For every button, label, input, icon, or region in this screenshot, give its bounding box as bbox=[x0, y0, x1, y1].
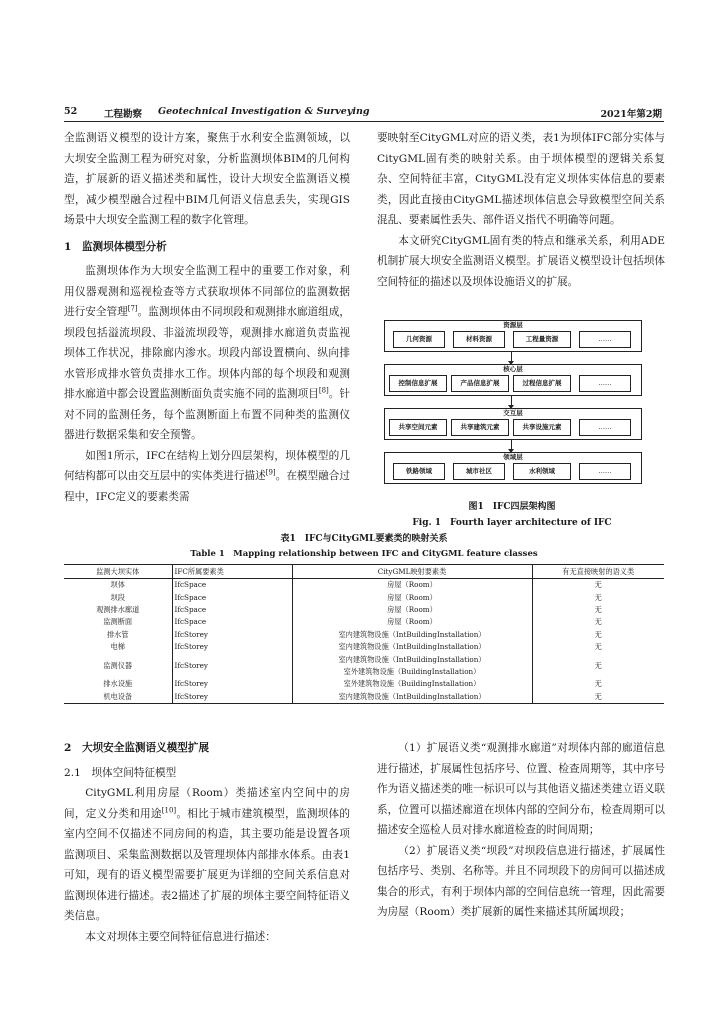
figure-caption-cn: 图1 IFC四层架构图 bbox=[468, 502, 556, 512]
table-row bbox=[64, 604, 664, 616]
layer-title: 交互层 bbox=[503, 409, 523, 417]
dam-section-paragraph: （2）扩展语义类“坝段”对坝段信息进行描述，扩展属性包括序号、类别、名称等。并且不同坝段下的房间可以描述成集合的形式，有利于坝体内部的空间信息统一管理，因此需要为房屋（Room）类扩展新的属性来描述其所属坝段； bbox=[377, 844, 665, 918]
layer-core bbox=[384, 364, 642, 396]
table-row bbox=[64, 629, 664, 641]
layer-box: …… bbox=[579, 331, 631, 348]
layer-interaction bbox=[384, 408, 642, 440]
table-cell: 房屋（Room） bbox=[292, 604, 532, 616]
table-cell: IfcStorey bbox=[172, 691, 292, 704]
table-row bbox=[64, 641, 664, 653]
right-column-bottom bbox=[377, 738, 665, 923]
header-rule bbox=[64, 121, 664, 122]
layer-box: 铁路领域 bbox=[393, 463, 445, 480]
page-number: 52 bbox=[64, 106, 78, 117]
table-caption-en: Table 1 Mapping relationship between IFC and CityGML feature classes bbox=[190, 549, 538, 559]
table-header: 有无直接映射的语义类 bbox=[532, 565, 664, 579]
layer-box: 共享空间元素 bbox=[389, 419, 447, 436]
journal-title-en: Geotechnical Investigation & Surveying bbox=[158, 106, 370, 117]
table-header: CityGML映射要素类 bbox=[292, 565, 532, 579]
layer-box: 城市社区 bbox=[453, 463, 505, 480]
section-1-title: 1 监测坝体模型分析 bbox=[64, 240, 167, 253]
table-cell: 室外建筑物设施（BuildingInstallation） bbox=[292, 666, 532, 678]
table-cell: 无 bbox=[532, 691, 664, 704]
table-cell: 无 bbox=[532, 616, 664, 628]
flow-arrow bbox=[511, 440, 512, 450]
layer-box: …… bbox=[579, 463, 631, 480]
layer-box: 工程量资源 bbox=[513, 331, 571, 348]
table-cell: 坝段 bbox=[110, 592, 125, 602]
figure-caption-en: Fig. 1 Fourth layer architecture of IFC bbox=[412, 518, 612, 528]
table-cell: 排水管 bbox=[106, 629, 129, 639]
layer-box: …… bbox=[579, 375, 631, 392]
table-cell: 房屋（Room） bbox=[292, 616, 532, 628]
table-cell: 室外建筑物设施（BuildingInstallation） bbox=[292, 678, 532, 690]
table-cell: 房屋（Room） bbox=[292, 579, 532, 592]
table-cell: IfcSpace bbox=[172, 604, 292, 616]
layer-box: …… bbox=[579, 419, 631, 436]
left-column-bottom bbox=[64, 738, 350, 947]
table-cell: 室内建筑物设施（IntBuildingInstallation） bbox=[292, 641, 532, 653]
table-cell: 无 bbox=[532, 678, 664, 690]
layer-box: 控制信息扩展 bbox=[389, 375, 447, 392]
layer-box: 共享建筑元素 bbox=[451, 419, 509, 436]
table-cell: 排水设施 bbox=[103, 679, 133, 689]
table-row bbox=[64, 653, 664, 665]
table-header: IFC所属要素类 bbox=[172, 565, 292, 579]
section-2-1-title: 2.1 坝体空间特征模型 bbox=[64, 766, 177, 779]
table-header: 监测大坝实体 bbox=[64, 565, 172, 579]
layer-box: 水利领域 bbox=[513, 463, 571, 480]
journal-title-cn: 工程勘察 bbox=[104, 109, 143, 120]
table-row bbox=[64, 579, 664, 592]
ifc-architecture-figure bbox=[378, 320, 646, 490]
table-cell: 室内建筑物设施（IntBuildingInstallation） bbox=[292, 691, 532, 704]
section-2-title: 2 大坝安全监测语义模型扩展 bbox=[64, 742, 210, 754]
right-column-top bbox=[377, 128, 665, 292]
table-cell: 电梯 bbox=[110, 642, 125, 652]
table-cell: 房屋（Room） bbox=[292, 591, 532, 603]
table-cell: IfcStorey bbox=[172, 629, 292, 641]
table-cell: 无 bbox=[532, 579, 664, 592]
table-cell: IfcStorey bbox=[172, 641, 292, 653]
table-cell: 监测仪器 bbox=[103, 660, 133, 670]
layer-box: 过程信息扩展 bbox=[513, 375, 571, 392]
table-cell: 无 bbox=[532, 629, 664, 641]
section-1-paragraph: 监测坝体作为大坝安全监测工程中的重要工作对象，利用仪器观测和巡视检查等方式获取坝体不同部位的监测数据进行安全管理[7]。监测坝体由不同坝段和观测排水廊道组成，坝段包括溢流坝段、非溢流坝段等，观测排水廊道负责监视坝体工作状况，排除廊内渗水。坝段内部设置横向、纵向排水管形成排水管负责排水工作。坝体内部的每个坝段和观测排水廊道中都会设置监测断面负责实施不同的监测项目[8]。针对不同的监测任务，每个监测断面上布置不同种类的监测仪器进行数据采集和安全预警。 bbox=[64, 265, 351, 441]
table-cell: 室内建筑物设施（IntBuildingInstallation） bbox=[292, 629, 532, 641]
table-row bbox=[64, 591, 664, 603]
layer-title: 资源层 bbox=[503, 321, 523, 329]
table-cell: 观测排水廊道 bbox=[96, 604, 140, 614]
layer-resource bbox=[384, 320, 642, 352]
table-cell: 无 bbox=[532, 653, 664, 678]
table-header-row bbox=[64, 565, 664, 579]
table-cell: IfcSpace bbox=[172, 579, 292, 592]
layer-box: 产品信息扩展 bbox=[451, 375, 509, 392]
layer-domain bbox=[384, 452, 642, 484]
layer-title: 核心层 bbox=[503, 365, 523, 373]
table-row bbox=[64, 616, 664, 628]
table-cell: 无 bbox=[532, 604, 664, 616]
table-cell: IfcStorey bbox=[172, 678, 292, 690]
layer-title: 领域层 bbox=[503, 453, 523, 461]
section-1-paragraph: 如图1所示，IFC在结构上划分四层架构，坝体模型的几何结构都可以由交互层中的实体类进行描述[9]。在模型融合过程中，IFC定义的要素类需 bbox=[64, 449, 351, 503]
left-column-top bbox=[64, 128, 350, 507]
table-row bbox=[64, 691, 664, 704]
mapping-table bbox=[64, 564, 664, 704]
table-cell: 无 bbox=[532, 641, 664, 653]
table-cell: IfcSpace bbox=[172, 616, 292, 628]
gallery-paragraph: （1）扩展语义类“观测排水廊道”对坝体内部的廊道信息进行描述，扩展属性包括序号、位置、检查周期等，其中序号作为语义描述类的唯一标识可以与其他语义描述类建立语义联系，位置可以描述廊道在坝体内部的空间分布，检查周期可以描述安全巡检人员对排水廊道检查的时间周期； bbox=[377, 742, 665, 836]
layer-box: 材料资源 bbox=[453, 331, 505, 348]
mapping-paragraph: 要映射至CityGML对应的语义类，表1为坝体IFC部分实体与CityGML固有类的映射关系。由于坝体模型的逻辑关系复杂、空间特征丰富，CityGML没有定义坝体实体信息的要素类，因此直接由CityGML描述坝体信息会导致模型空间关系混乱、要素属性丢失、部件语义指代不明确等问题。 bbox=[377, 132, 665, 226]
layer-box: 共享设施元素 bbox=[513, 419, 571, 436]
section-2-paragraph: CityGML利用房屋（Room）类描述室内空间中的房间，定义分类和用途[10]。相比于城市建筑模型，监测坝体的室内空间不仅描述不同房间的构造，其主要功能是设置各项监测项目、采集监测数据以及管理坝体内部排水体系。由表1可知，现有的语义模型需要扩展更为详细的空间关系信息对监测坝体进行描述。表2描述了扩展的坝体主要空间特征语义类信息。 bbox=[64, 787, 351, 922]
layer-box: 几何资源 bbox=[393, 331, 445, 348]
flow-arrow bbox=[511, 396, 512, 406]
issue-label: 2021年第2期 bbox=[600, 109, 662, 120]
section-2-paragraph: 本文对坝体主要空间特征信息进行描述： bbox=[85, 930, 276, 943]
table-caption-cn: 表1 IFC与CityGML要素类的映射关系 bbox=[280, 534, 448, 544]
table-cell: 机电设备 bbox=[64, 691, 172, 704]
ade-paragraph: 本文研究CityGML固有类的特点和继承关系，利用ADE机制扩展大坝安全监测语义模型。扩展语义模型设计包括坝体空间特征的描述以及坝体设施语义的扩展。 bbox=[377, 234, 665, 288]
table-cell: 室内建筑物设施（IntBuildingInstallation） bbox=[292, 653, 532, 665]
table-cell: 坝体 bbox=[110, 580, 125, 590]
table-cell: IfcSpace bbox=[172, 591, 292, 603]
table-cell: IfcStorey bbox=[172, 653, 292, 678]
table-cell: 监测断面 bbox=[103, 617, 133, 627]
intro-paragraph: 全监测语义模型的设计方案，聚焦于水利安全监测领域，以大坝安全监测工程为研究对象，分析监测坝体BIM的几何构造，扩展新的语义描述类和属性，设计大坝安全监测语义模型，减少模型融合过程中BIM几何语义信息丢失，实现GIS场景中大坝安全监测工程的数字化管理。 bbox=[64, 132, 350, 226]
flow-arrow bbox=[511, 352, 512, 362]
table-row bbox=[64, 678, 664, 690]
table-cell: 无 bbox=[532, 591, 664, 603]
